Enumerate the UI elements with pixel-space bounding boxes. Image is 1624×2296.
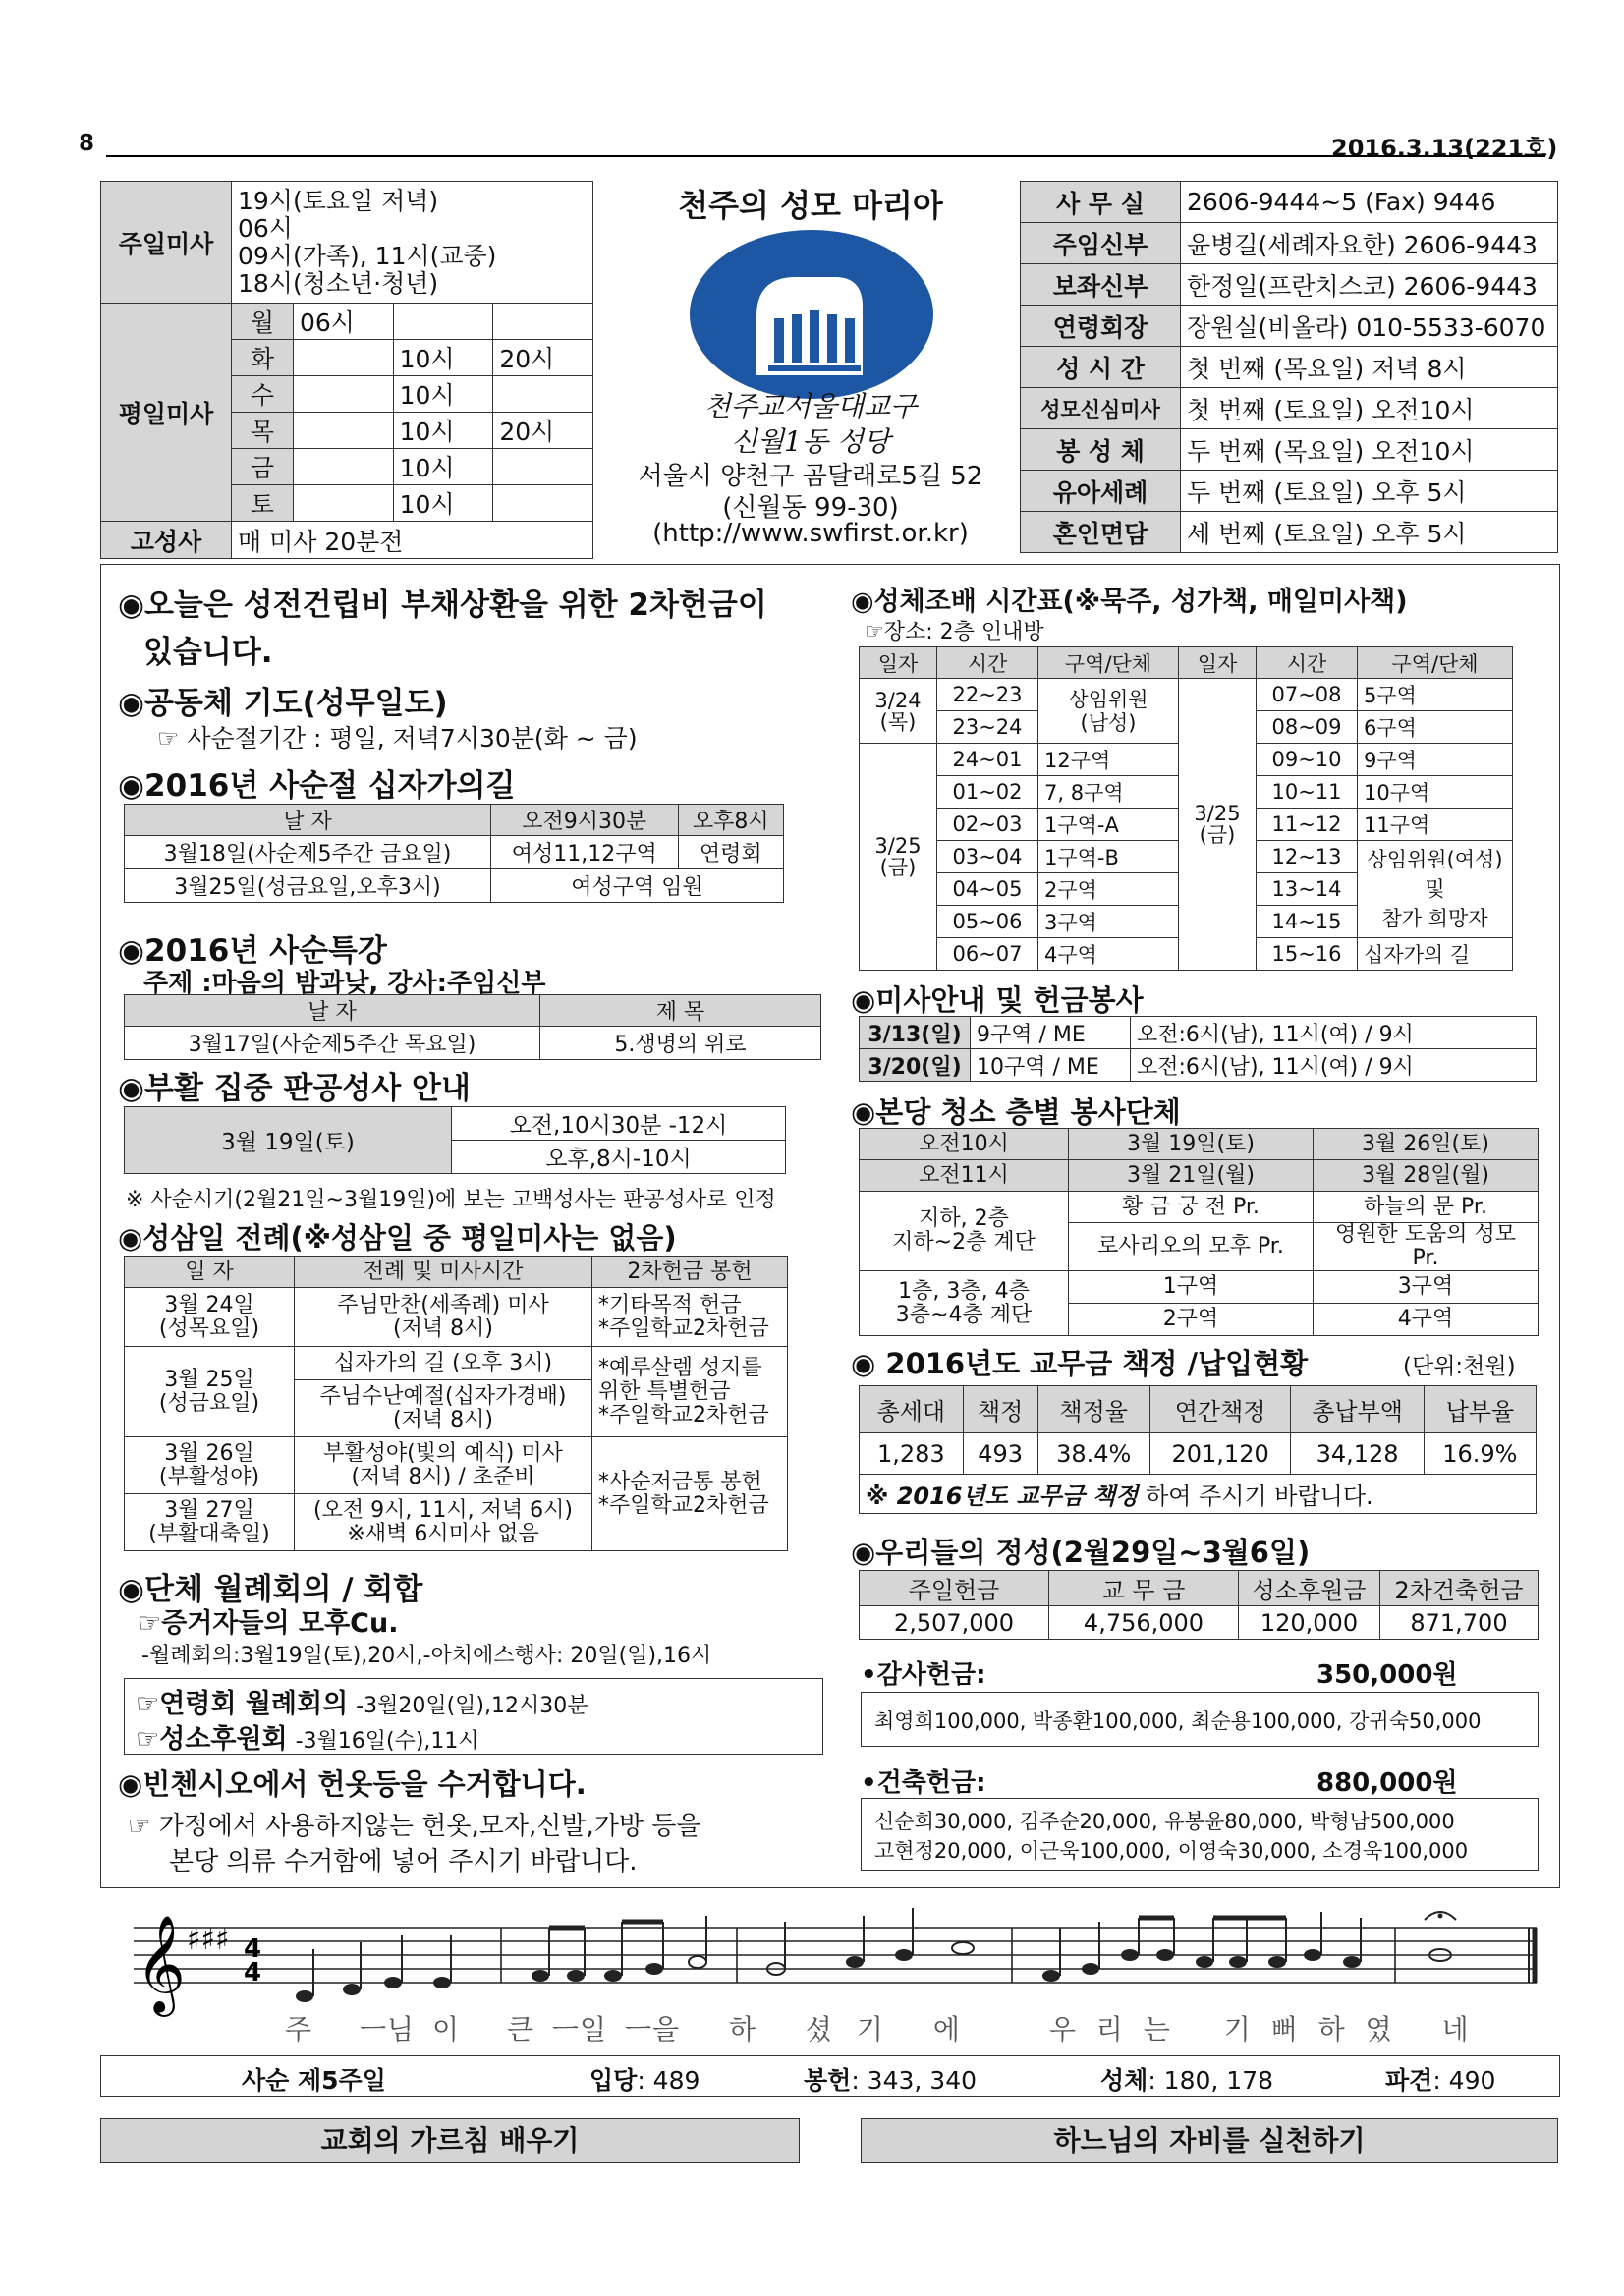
adoration-time: 09~10 bbox=[1257, 744, 1358, 776]
table-cell: 3월 25일 (성금요일) bbox=[125, 1347, 295, 1437]
vincent-line-1: ☞ 가정에서 사용하지않는 헌옷,모자,신발,가방 등을 bbox=[128, 1812, 701, 1841]
church-website-link[interactable]: (http://www.swfirst.or.kr) bbox=[652, 519, 969, 548]
church-signature-2: 신월1동 성당 bbox=[731, 425, 890, 458]
table-cell: 오전:6시(남), 11시(여) / 9시 bbox=[1131, 1049, 1537, 1082]
adoration-group: 2구역 bbox=[1038, 873, 1179, 906]
table-cell: 38.4% bbox=[1037, 1433, 1149, 1475]
table-header: 날 자 bbox=[125, 805, 491, 836]
adoration-group: 11구역 bbox=[1358, 809, 1513, 841]
table-header: 시간 bbox=[937, 647, 1038, 679]
table-cell: 주님수난예절(십자가경배) (저녁 8시) bbox=[295, 1380, 592, 1437]
table-cell: *기타목적 헌금 *주일학교2차헌금 bbox=[592, 1288, 788, 1347]
adoration-time: 22~23 bbox=[937, 679, 1038, 711]
table-header: 제 목 bbox=[540, 995, 821, 1027]
adoration-time: 07~08 bbox=[1257, 679, 1358, 711]
table-cell: 하늘의 문 Pr. bbox=[1314, 1192, 1539, 1223]
gift-title: ◉우리들의 정성(2월29일~3월6일) bbox=[851, 1536, 1311, 1569]
triduum-table bbox=[124, 1256, 788, 1551]
lyric: ㅡ일 bbox=[551, 2013, 608, 2045]
adoration-group: 십자가의 길 bbox=[1358, 938, 1513, 971]
triduum-title: ◉성삼일 전례(※성삼일 중 평일미사는 없음) bbox=[118, 1221, 677, 1255]
adoration-title: ◉성체조배 시간표(※묵주, 성가책, 매일미사책) bbox=[851, 587, 1408, 617]
gift-table bbox=[859, 1570, 1539, 1640]
table-cell: 2,507,000 bbox=[860, 1606, 1049, 1640]
lyric: 뻐 bbox=[1270, 2013, 1299, 2045]
table-header: 2차건축헌금 bbox=[1379, 1571, 1538, 1606]
table-header: 구역/단체 bbox=[1358, 647, 1513, 679]
lyric: 주 bbox=[285, 2013, 313, 2045]
table-cell: 황 금 궁 전 Pr. bbox=[1069, 1192, 1314, 1223]
table-header: 2차헌금 봉헌 bbox=[592, 1257, 788, 1288]
meeting-subtitle: ☞증거자들의 모후Cu. bbox=[138, 1608, 399, 1639]
table-header: 시간 bbox=[1257, 647, 1358, 679]
contact-value: 2606-9444~5 (Fax) 9446 bbox=[1181, 182, 1558, 223]
meeting-box-row-1 bbox=[136, 1682, 588, 1720]
table-cell: 십자가의 길 (오후 3시) bbox=[295, 1347, 592, 1380]
table-header: 전례 및 미사시간 bbox=[295, 1257, 592, 1288]
table-header: 구역/단체 bbox=[1038, 647, 1179, 679]
weekday-time: 10시 bbox=[393, 485, 493, 522]
table-cell: 연령회 bbox=[678, 836, 783, 869]
table-cell: 3월 19일(토) bbox=[1069, 1129, 1314, 1160]
contact-label: 유아세례 bbox=[1021, 471, 1181, 512]
table-cell: 4,756,000 bbox=[1049, 1606, 1239, 1640]
church-address-1: 서울시 양천구 곰달래로5길 52 bbox=[638, 462, 983, 491]
table-header: 오전9시30분 bbox=[491, 805, 679, 836]
treble-clef-icon: 𝄞 bbox=[136, 1915, 186, 2013]
adoration-group: 상임위원 (남성) bbox=[1038, 679, 1179, 744]
notice-second-collection-cont: 있습니다. bbox=[143, 635, 273, 670]
table-header: 책정 bbox=[963, 1386, 1037, 1433]
contacts-table bbox=[1020, 181, 1558, 553]
table-cell: 3월 27일 (부활대축일) bbox=[125, 1494, 295, 1551]
adoration-time: 11~12 bbox=[1257, 809, 1358, 841]
due-note: ※ 2016년도 교무금 책정 하여 주시기 바랍니다. bbox=[860, 1475, 1537, 1514]
table-cell: 201,120 bbox=[1149, 1433, 1291, 1475]
due-unit: (단위:천원) bbox=[1403, 1354, 1516, 1379]
confession-time: 오전,10시30분 -12시 bbox=[452, 1107, 786, 1141]
adoration-table bbox=[859, 646, 1513, 971]
meeting-title: ◉단체 월례회의 / 회합 bbox=[118, 1572, 423, 1607]
lyric: 는 bbox=[1143, 2013, 1171, 2045]
table-cell: 주님만찬(세족례) 미사 (저녁 8시) bbox=[295, 1288, 592, 1347]
build-names-2: 고현정20,000, 이근욱100,000, 이영숙30,000, 소경욱100,000 bbox=[874, 1839, 1469, 1863]
table-cell: 3월 26일(토) bbox=[1314, 1129, 1539, 1160]
adoration-time: 24~01 bbox=[937, 744, 1038, 776]
sunday-mass-label: 주일미사 bbox=[101, 182, 232, 304]
table-cell: *사순저금통 봉헌 *주일학교2차헌금 bbox=[592, 1437, 788, 1551]
footer-right-slogan: 하느님의 자비를 실천하기 bbox=[861, 2118, 1558, 2163]
adoration-group: 7, 8구역 bbox=[1038, 776, 1179, 809]
table-cell: 여성11,12구역 bbox=[491, 836, 679, 869]
contact-label: 성모신심미사 bbox=[1021, 388, 1181, 429]
table-header: 납부율 bbox=[1424, 1386, 1536, 1433]
contact-value: 첫 번째 (목요일) 저녁 8시 bbox=[1181, 347, 1558, 388]
lyric: 기 bbox=[1223, 2013, 1252, 2045]
table-header: 일자 bbox=[1179, 647, 1257, 679]
table-cell: 3월18일(사순제5주간 금요일) bbox=[125, 836, 491, 869]
adoration-group: 10구역 bbox=[1358, 776, 1513, 809]
church-signature-1: 천주교서울대교구 bbox=[703, 390, 918, 422]
table-cell: 1구역 bbox=[1069, 1271, 1314, 1304]
lyric: 우 bbox=[1048, 2013, 1077, 2045]
table-header: 성소후원금 bbox=[1239, 1571, 1380, 1606]
build-label: •건축헌금: bbox=[861, 1768, 986, 1798]
contact-value: 한정일(프란치스코) 2606-9443 bbox=[1181, 264, 1558, 306]
weekday-day: 수 bbox=[232, 376, 294, 413]
table-header: 오후8시 bbox=[678, 805, 783, 836]
table-cell: 2구역 bbox=[1069, 1304, 1314, 1336]
thanks-amount: 350,000원 bbox=[1316, 1660, 1458, 1690]
mass-guide-table bbox=[859, 1016, 1537, 1082]
lecture-subtitle: 주제 :마음의 밤과낮, 강사:주임신부 bbox=[143, 969, 546, 998]
mass-guide-title: ◉미사안내 및 헌금봉사 bbox=[851, 983, 1144, 1017]
table-cell: 3구역 bbox=[1314, 1271, 1539, 1304]
lyric: ㅡ을 bbox=[624, 2013, 681, 2045]
lyrics-line bbox=[285, 2008, 1470, 2047]
meeting-detail: -월례회의:3월19일(토),20시,-아치에스행사: 20일(일),16시 bbox=[141, 1644, 712, 1668]
lyric: 하 bbox=[1317, 2013, 1346, 2045]
meeting-box-row-2 bbox=[136, 1717, 479, 1756]
hymn-offertory: 봉헌: 343, 340 bbox=[804, 2066, 978, 2095]
table-cell: 여성구역 임원 bbox=[491, 869, 784, 903]
weekday-time: 20시 bbox=[493, 340, 593, 376]
table-cell: 3/20(일) bbox=[860, 1049, 971, 1082]
adoration-group: 4구역 bbox=[1038, 938, 1179, 971]
table-cell: *예루살렘 성지를 위한 특별헌금 *주일학교2차헌금 bbox=[592, 1347, 788, 1437]
table-cell: 3월 21일(월) bbox=[1069, 1160, 1314, 1192]
confession-table bbox=[124, 1106, 786, 1174]
weekday-time: 10시 bbox=[393, 449, 493, 485]
table-cell: 1층, 3층, 4층 3층~4층 계단 bbox=[860, 1271, 1069, 1336]
table-header: 일자 bbox=[860, 647, 937, 679]
vincent-title: ◉빈첸시오에서 헌옷등을 수거합니다. bbox=[118, 1767, 587, 1801]
contact-value: 두 번째 (토요일) 오후 5시 bbox=[1181, 471, 1558, 512]
weekday-time: 10시 bbox=[393, 340, 493, 376]
contact-value: 장원실(비올라) 010-5533-6070 bbox=[1181, 306, 1558, 347]
adoration-time: 15~16 bbox=[1257, 938, 1358, 971]
hymn-communion: 성체: 180, 178 bbox=[1100, 2066, 1274, 2095]
adoration-time: 06~07 bbox=[937, 938, 1038, 971]
mass-times-table bbox=[100, 181, 593, 559]
adoration-time: 03~04 bbox=[937, 841, 1038, 873]
table-cell: 오전11시 bbox=[860, 1160, 1069, 1192]
adoration-date: 3/24 (목) bbox=[860, 679, 937, 744]
weekday-day: 월 bbox=[232, 304, 294, 340]
table-cell: 로사리오의 모후 Pr. bbox=[1069, 1223, 1314, 1271]
table-header: 일 자 bbox=[125, 1257, 295, 1288]
footer-left-slogan: 교회의 가르침 배우기 bbox=[100, 2118, 800, 2163]
adoration-group: 1구역-A bbox=[1038, 809, 1179, 841]
table-cell: 16.9% bbox=[1424, 1433, 1536, 1475]
adoration-time: 13~14 bbox=[1257, 873, 1358, 906]
header-rule bbox=[106, 155, 1545, 157]
table-cell: 9구역 / ME bbox=[971, 1017, 1131, 1049]
table-cell: 3월17일(사순제5주간 목요일) bbox=[125, 1027, 540, 1060]
adoration-date: 3/25 (금) bbox=[860, 744, 937, 971]
vincent-line-2: 본당 의류 수거함에 넣어 주시기 바랍니다. bbox=[169, 1847, 638, 1876]
confession-date: 3월 19일(토) bbox=[125, 1107, 452, 1174]
adoration-group: 12구역 bbox=[1038, 744, 1179, 776]
adoration-time: 02~03 bbox=[937, 809, 1038, 841]
cleaning-table bbox=[859, 1128, 1539, 1336]
weekday-time bbox=[294, 376, 394, 413]
adoration-time: 23~24 bbox=[937, 711, 1038, 744]
time-signature-bottom: 4 bbox=[244, 1958, 262, 1988]
lyric: 에 bbox=[932, 2013, 961, 2045]
confession-text: 매 미사 20분전 bbox=[232, 522, 593, 559]
table-cell: 4구역 bbox=[1314, 1304, 1539, 1336]
table-header: 날 자 bbox=[125, 995, 540, 1027]
table-cell: 3월 28일(월) bbox=[1314, 1160, 1539, 1192]
church-logo-icon bbox=[688, 228, 935, 401]
contact-label: 성 시 간 bbox=[1021, 347, 1181, 388]
build-amount: 880,000원 bbox=[1316, 1768, 1458, 1798]
table-cell: 3/13(일) bbox=[860, 1017, 971, 1049]
weekday-time bbox=[294, 449, 394, 485]
adoration-group: 5구역 bbox=[1358, 679, 1513, 711]
lecture-title: ◉2016년 사순특강 bbox=[118, 933, 387, 969]
weekday-time: 06시 bbox=[294, 304, 394, 340]
weekday-time bbox=[493, 376, 593, 413]
adoration-date: 3/25 (금) bbox=[1179, 679, 1257, 971]
contact-value: 세 번째 (토요일) 오후 5시 bbox=[1181, 512, 1558, 553]
hymn-entrance: 입당: 489 bbox=[589, 2066, 700, 2095]
lyric: 였 bbox=[1365, 2013, 1393, 2045]
weekday-time bbox=[294, 413, 394, 449]
build-names-1: 신순희30,000, 김주순20,000, 유봉윤80,000, 박형남500,000 bbox=[874, 1810, 1455, 1833]
due-table bbox=[859, 1385, 1537, 1514]
cross-way-title: ◉2016년 사순절 십자가의길 bbox=[118, 768, 516, 804]
weekday-mass-label: 평일미사 bbox=[101, 304, 232, 522]
table-cell: 5.생명의 위로 bbox=[540, 1027, 821, 1060]
contact-value: 첫 번째 (토요일) 오전10시 bbox=[1181, 388, 1558, 429]
thanks-names: 최영희100,000, 박종환100,000, 최순용100,000, 강귀숙50,000 bbox=[874, 1709, 1482, 1733]
contact-label: 보좌신부 bbox=[1021, 264, 1181, 306]
adoration-time: 01~02 bbox=[937, 776, 1038, 809]
adoration-group: 9구역 bbox=[1358, 744, 1513, 776]
contact-label: 사 무 실 bbox=[1021, 182, 1181, 223]
contact-label: 주임신부 bbox=[1021, 223, 1181, 264]
adoration-time: 12~13 bbox=[1257, 841, 1358, 873]
lyric: 기 bbox=[856, 2013, 884, 2045]
table-cell: 1,283 bbox=[860, 1433, 964, 1475]
cross-way-table bbox=[124, 804, 784, 903]
contact-label: 봉 성 체 bbox=[1021, 429, 1181, 471]
key-signature-icon: ♯♯♯ bbox=[187, 1923, 230, 1957]
contact-label: 연령회장 bbox=[1021, 306, 1181, 347]
table-cell: (오전 9시, 11시, 저녁 6시) ※새벽 6시미사 없음 bbox=[295, 1494, 592, 1551]
table-cell: 871,700 bbox=[1379, 1606, 1538, 1640]
weekday-day: 화 bbox=[232, 340, 294, 376]
weekday-time: 10시 bbox=[393, 413, 493, 449]
table-header: 주일헌금 bbox=[860, 1571, 1049, 1606]
hymn-sending: 파견: 490 bbox=[1385, 2066, 1496, 2095]
confession-label: 고성사 bbox=[101, 522, 232, 559]
table-header: 연간책정 bbox=[1149, 1386, 1291, 1433]
confession-title: ◉부활 집중 판공성사 안내 bbox=[118, 1071, 471, 1106]
table-cell: 오전10시 bbox=[860, 1129, 1069, 1160]
table-cell: 영원한 도움의 성모 Pr. bbox=[1314, 1223, 1539, 1271]
lyric: 이 bbox=[431, 2013, 461, 2045]
lyric: 큰 bbox=[506, 2013, 535, 2045]
weekday-time bbox=[493, 449, 593, 485]
weekday-time bbox=[393, 304, 493, 340]
lyric: 셨 bbox=[805, 2013, 833, 2045]
weekday-day: 금 bbox=[232, 449, 294, 485]
weekday-time bbox=[294, 485, 394, 522]
table-cell: 3월 26일 (부활성야) bbox=[125, 1437, 295, 1494]
confession-time: 오후,8시-10시 bbox=[452, 1141, 786, 1174]
meeting-box-label: ☞성소후원회 bbox=[136, 1724, 288, 1755]
adoration-time: 08~09 bbox=[1257, 711, 1358, 744]
prayer-text: ☞ 사순절기간 : 평일, 저녁7시30분(화 ~ 금) bbox=[157, 724, 638, 753]
table-cell: 120,000 bbox=[1239, 1606, 1380, 1640]
sunday-mass-times: 19시(토요일 저녁) 06시 09시(가족), 11시(교중) 18시(청소년·청년) bbox=[232, 182, 593, 304]
weekday-time: 10시 bbox=[393, 376, 493, 413]
contact-value: 윤병길(세례자요한) 2606-9443 bbox=[1181, 223, 1558, 264]
confession-note: ※ 사순시기(2월21일~3월19일)에 보는 고백성사는 판공성사로 인정 bbox=[126, 1188, 776, 1212]
table-cell: 오전:6시(남), 11시(여) / 9시 bbox=[1131, 1017, 1537, 1049]
adoration-time: 14~15 bbox=[1257, 906, 1358, 938]
table-cell: 3월25일(성금요일,오후3시) bbox=[125, 869, 491, 903]
table-cell: 부활성야(빛의 예식) 미사 (저녁 8시) / 초준비 bbox=[295, 1437, 592, 1494]
adoration-place: ☞장소: 2층 인내방 bbox=[865, 620, 1044, 644]
table-cell: 10구역 / ME bbox=[971, 1049, 1131, 1082]
table-header: 총납부액 bbox=[1291, 1386, 1424, 1433]
meeting-box-label: ☞연령회 월례회의 bbox=[136, 1689, 349, 1719]
thanks-label: •감사헌금: bbox=[861, 1660, 986, 1690]
lyric: ㅡ님 bbox=[359, 2013, 416, 2045]
church-title: 천주의 성모 마리아 bbox=[678, 187, 943, 224]
lecture-table bbox=[124, 994, 821, 1060]
notice-second-collection: ◉오늘은 성전건립비 부채상환을 위한 2차헌금이 bbox=[118, 588, 767, 623]
contact-value: 두 번째 (목요일) 오전10시 bbox=[1181, 429, 1558, 471]
table-cell: 지하, 2층 지하~2층 계단 bbox=[860, 1192, 1069, 1271]
due-title: ◉ 2016년도 교무금 책정 /납입현황 bbox=[851, 1347, 1309, 1380]
contact-label: 혼인면담 bbox=[1021, 512, 1181, 553]
lyric: 하 bbox=[728, 2013, 757, 2045]
cleaning-title: ◉본당 청소 층별 봉사단체 bbox=[851, 1095, 1181, 1129]
adoration-time: 10~11 bbox=[1257, 776, 1358, 809]
adoration-group: 6구역 bbox=[1358, 711, 1513, 744]
adoration-group: 3구역 bbox=[1038, 906, 1179, 938]
weekday-time bbox=[294, 340, 394, 376]
weekday-time: 20시 bbox=[493, 413, 593, 449]
church-address-2: (신월동 99-30) bbox=[722, 493, 899, 523]
weekday-day: 토 bbox=[232, 485, 294, 522]
adoration-group: 1구역-B bbox=[1038, 841, 1179, 873]
table-cell: 34,128 bbox=[1291, 1433, 1424, 1475]
weekday-time bbox=[493, 485, 593, 522]
table-cell: 3월 24일 (성목요일) bbox=[125, 1288, 295, 1347]
hymn-week: 사순 제5주일 bbox=[242, 2066, 386, 2095]
table-header: 교 무 금 bbox=[1049, 1571, 1239, 1606]
table-header: 책정율 bbox=[1037, 1386, 1149, 1433]
prayer-title: ◉공동체 기도(성무일도) bbox=[118, 686, 448, 721]
weekday-time bbox=[493, 304, 593, 340]
weekday-day: 목 bbox=[232, 413, 294, 449]
time-signature-top: 4 bbox=[244, 1934, 262, 1964]
lyric: 네 bbox=[1441, 2013, 1470, 2045]
issue-date: 2016.3.13(221호) bbox=[1331, 135, 1558, 162]
adoration-time: 04~05 bbox=[937, 873, 1038, 906]
meeting-box-value: -3월20일(일),12시30분 bbox=[356, 1694, 588, 1718]
adoration-group: 상임위원(여성) 및 참가 희망자 bbox=[1358, 841, 1513, 938]
meeting-box-value: -3월16일(수),11시 bbox=[295, 1729, 479, 1754]
table-cell: 493 bbox=[963, 1433, 1037, 1475]
table-header: 총세대 bbox=[860, 1386, 964, 1433]
adoration-time: 05~06 bbox=[937, 906, 1038, 938]
page-number: 8 bbox=[79, 131, 95, 156]
lyric: 리 bbox=[1095, 2013, 1124, 2045]
